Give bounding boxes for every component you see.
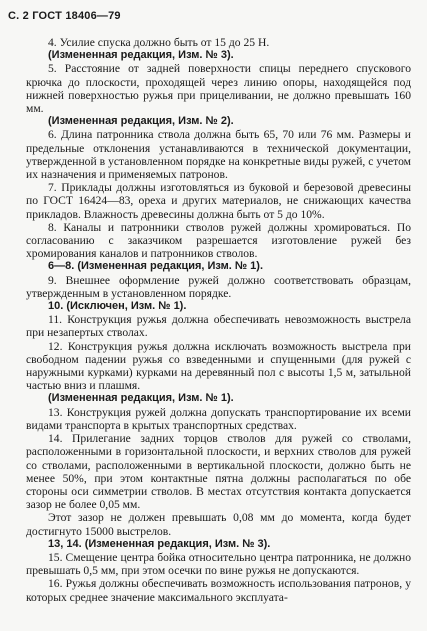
amendment-note: (Измененная редакция, Изм. № 1). (48, 392, 234, 405)
paragraph: 4. Усилие спуска должно быть от 15 до 25 Н. (48, 36, 270, 49)
amendment-note: (Измененная редакция, Изм. № 3). (48, 49, 234, 62)
paragraph: 12. Конструкция ружья должна исключать возможность выстрела при свободном падении ружья со взведенными и спущенными (для ружей с наружными курками) курками на деревянный пол с высоты 1,5 м, затыльной частью вниз и плашмя. (26, 339, 411, 393)
amendment-note: 6—8. (Измененная редакция, Изм. № 1). (48, 260, 264, 273)
paragraph: 11. Конструкция ружья должна обеспечивать невозможность выстрела при незапертых стволах. (26, 313, 411, 340)
paragraph: Этот зазор не должен превышать 0,08 мм до момента, когда будет достигнуто 15000 выстрелов. (26, 511, 411, 538)
paragraph: 9. Внешнее оформление ружей должно соответствовать образцам, утвержденным в установленном порядке. (26, 273, 411, 300)
amendment-note: (Измененная редакция, Изм. № 2). (48, 115, 234, 128)
amendment-note: 10. (Исключен, Изм. № 1). (48, 300, 187, 313)
document-body (26, 36, 411, 604)
paragraph: 8. Каналы и патронники стволов ружей должны хромироваться. По согласованию с заказчиком разрешается изготовление ружей без хромирования каналов и патронников стволов. (26, 220, 411, 261)
paragraph: 13. Конструкция ружей должна допускать транспортирование их всеми видами транспорта в крытых транспортных средствах. (26, 405, 411, 432)
paragraph: 16. Ружья должны обеспечивать возможность использования патронов, у которых среднее значение максимального эксплуата- (26, 577, 411, 604)
amendment-note: 13, 14. (Измененная редакция, Изм. № 3). (48, 537, 271, 550)
paragraph: 14. Прилегание задних торцов стволов для ружей со стволами, расположенными в горизонтальной плоскости, и верхних стволов для ружей со стволами, расположенными в вертикальной плоскости, должно быть не менее 50%, при этом контактные пятна должны располагаться по обе стороны оси симметрии стволов. В местах отсутствия контакта допускается зазор не более 0,05 мм. (26, 432, 411, 512)
paragraph: 5. Расстояние от задней поверхности спицы переднего спускового крючка до плоскости, проходящей через линию опоры, находящейся под нижней поверхностью ружья при прицеливании, не должно превышать 160 мм. (26, 62, 411, 116)
paragraph: 15. Смещение центра бойка относительно центра патронника, не должно превышать 0,5 мм, при этом осечки по вине ружья не допускаются. (26, 550, 411, 578)
page-header: С. 2 ГОСТ 18406—79 (8, 10, 121, 22)
paragraph: 7. Приклады должны изготовляться из буковой и березовой древесины по ГОСТ 16424—83, ореха и других материалов, не снижающих качества прикладов. Влажность древесины должна быть от 5 до 10%. (26, 181, 411, 221)
paragraph: 6. Длина патронника ствола должна быть 65, 70 или 76 мм. Размеры и предельные отклонения устанавливаются в технической документации, утвержденной в установленном порядке на конкретные виды ружей, с учетом их назначения и применяемых патронов. (26, 128, 411, 182)
